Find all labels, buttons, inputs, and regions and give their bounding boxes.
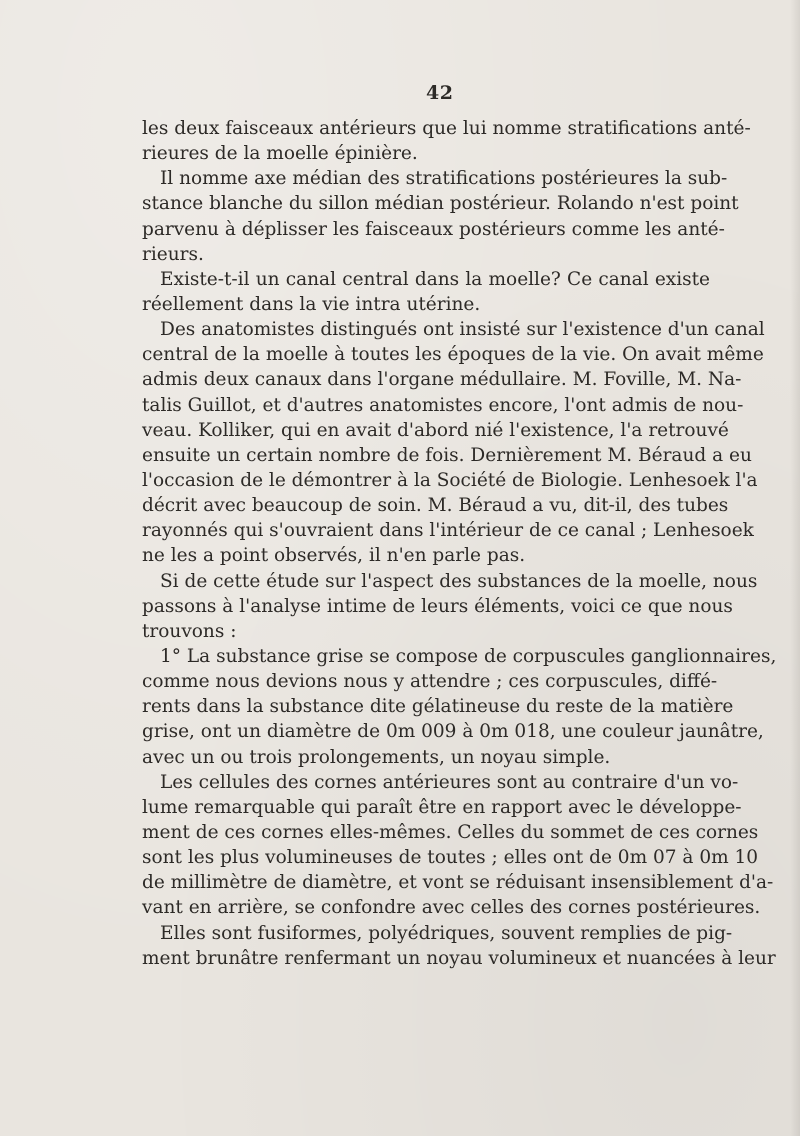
text-line: admis deux canaux dans l'organe médullaire. M. Foville, M. Na- — [142, 369, 742, 391]
page-number: 42 — [426, 82, 454, 104]
text-line: sont les plus volumineuses de toutes ; elles ont de 0m 07 à 0m 10 — [142, 847, 759, 869]
text-line: rents dans la substance dite gélatineuse du reste de la matière — [142, 696, 734, 718]
text-line: ment brunâtre renfermant un noyau volumineux et nuancées à leur — [142, 947, 776, 969]
text-line: Existe-t-il un canal central dans la moelle? Ce canal existe — [160, 268, 710, 290]
text-line: stance blanche du sillon médian postérieur. Rolando n'est point — [142, 193, 739, 215]
text-line: talis Guillot, et d'autres anatomistes encore, l'ont admis de nou- — [142, 394, 744, 416]
text-line: Elles sont fusiformes, polyédriques, souvent remplies de pig- — [160, 922, 733, 944]
text-line: comme nous devions nous y attendre ; ces corpuscules, diffé- — [142, 671, 718, 693]
page-edge-shadow — [790, 0, 800, 1136]
text-line: trouvons : — [142, 620, 237, 642]
text-line: ensuite un certain nombre de fois. Dernièrement M. Béraud a eu — [142, 444, 752, 466]
text-line: 1° La substance grise se compose de corpuscules ganglionnaires, — [160, 645, 777, 667]
text-line: Des anatomistes distingués ont insisté sur l'existence d'un canal — [160, 319, 765, 341]
text-line: rieures de la moelle épinière. — [142, 143, 418, 165]
text-line: veau. Kolliker, qui en avait d'abord nié l'existence, l'a retrouvé — [142, 419, 729, 441]
text-line: lume remarquable qui paraît être en rapport avec le développe- — [142, 796, 742, 818]
text-line: ne les a point observés, il n'en parle pas. — [142, 545, 526, 567]
text-line: rieurs. — [142, 243, 204, 265]
text-line: réellement dans la vie intra utérine. — [142, 293, 481, 315]
text-line: ment de ces cornes elles-mêmes. Celles du sommet de ces cornes — [142, 821, 759, 843]
text-line: les deux faisceaux antérieurs que lui nomme stratifications anté- — [142, 118, 751, 139]
text-line: Il nomme axe médian des stratifications postérieures la sub- — [160, 168, 728, 190]
text-line: parvenu à déplisser les faisceaux postérieurs comme les anté- — [142, 218, 725, 240]
text-line: Les cellules des cornes antérieures sont au contraire d'un vo- — [160, 771, 739, 793]
text-line: de millimètre de diamètre, et vont se réduisant insensiblement d'a- — [142, 872, 774, 894]
text-line: l'occasion de le démontrer à la Société de Biologie. Lenhesoek l'a — [142, 469, 758, 491]
text-line: grise, ont un diamètre de 0m 009 à 0m 018, une couleur jaunâtre, — [142, 721, 764, 743]
text-line: central de la moelle à toutes les époques de la vie. On avait même — [142, 344, 764, 366]
text-line: avec un ou trois prolongements, un noyau simple. — [142, 746, 611, 768]
text-line: Si de cette étude sur l'aspect des substances de la moelle, nous — [160, 570, 758, 592]
body-text — [142, 116, 777, 971]
text-line: passons à l'analyse intime de leurs éléments, voici ce que nous — [142, 595, 733, 617]
text-line: rayonnés qui s'ouvraient dans l'intérieur de ce canal ; Lenhesoek — [142, 520, 754, 542]
text-line: vant en arrière, se confondre avec celles des cornes postérieures. — [142, 897, 761, 919]
text-line: décrit avec beaucoup de soin. M. Béraud a vu, dit-il, des tubes — [142, 495, 729, 517]
